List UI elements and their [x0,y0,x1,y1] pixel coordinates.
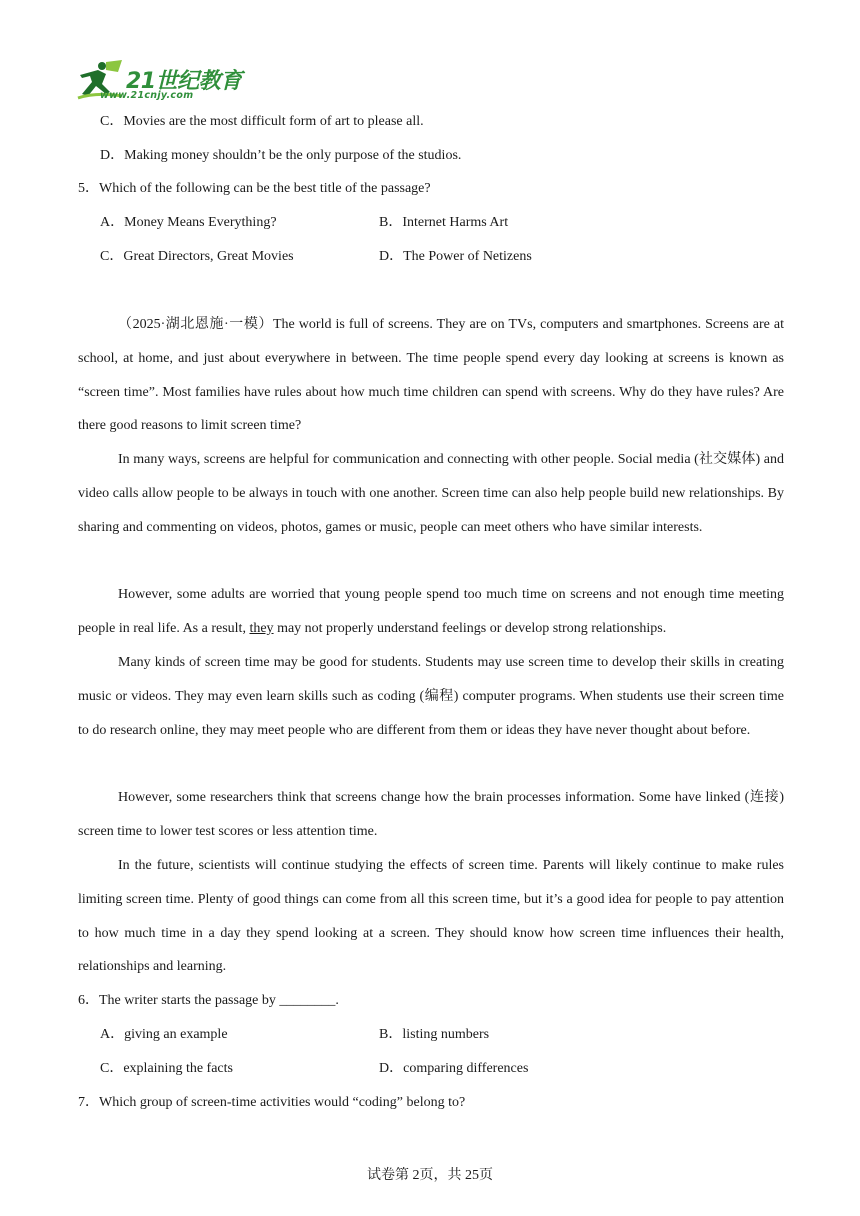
paragraph-text: However, some adults are worried that young people spend too much time on screens and not enough time meeting people in real life. As a result, [78,587,784,636]
option-text: explaining the facts [123,1061,233,1076]
option-text: Internet Harms Art [402,215,509,230]
option-text: Great Directors, Great Movies [123,249,294,264]
paragraph-text: The world is full of screens. They are on TVs, computers and smartphones. Screens are at school, at home, and just about everywhere in between. The time people spend every day looking at screens is known as “screen time”. Most families have rules about how much time children can spend with screens. Why do they have rules? Are there good reasons to limit screen time? [78,317,784,434]
option-text: Making money shouldn’t be the only purpose of the studios. [124,148,462,163]
logo-url: www.21cnjy.com [100,90,194,101]
option-letter: A． [100,1027,125,1042]
option-letter: B． [379,1027,403,1042]
passage-paragraph-6: In the future, scientists will continue studying the effects of screen time. Parents will likely continue to make rules limiting screen time. Plenty of good things can come from all this screen time, but it’s a good idea for people to pay attention to how much time in a day they spend looking at a screen. They should know how screen time influences their health, relationships and learning. [78,858,784,975]
site-logo [76,58,246,106]
q6-option-d [379,1059,528,1079]
passage-source: （2025·湖北恩施·一模） [118,317,273,332]
option-letter: B． [379,215,403,230]
q5-option-b [379,213,508,233]
q5-stem: 5．Which of the following can be the best title of the passage? [78,181,431,196]
option-text: Movies are the most difficult form of art to please all. [123,114,424,129]
q5-option-c [100,247,294,267]
option-letter: D． [379,1061,404,1076]
option-text: Money Means Everything? [124,215,277,230]
q7-stem: 7．Which group of screen-time activities would “coding” belong to? [78,1095,466,1110]
option-letter: D． [100,148,125,163]
option-letter: C． [100,114,124,129]
q6-stem: 6．The writer starts the passage by ________. [78,993,339,1008]
logo-title: 21世纪教育 [126,69,242,94]
underlined-word: they [249,620,274,636]
option-letter: A． [100,215,125,230]
page-footer: 试卷第 2页，共 25页 [367,1168,493,1183]
option-text: The Power of Netizens [403,249,532,264]
q6-option-a [100,1025,228,1045]
q6-option-c [100,1059,233,1079]
option-letter: C． [100,1061,124,1076]
passage-paragraph-5: However, some researchers think that screens change how the brain processes information. Some have linked (连接) screen time to lower test scores or less attention time. [78,790,784,839]
option-text: comparing differences [403,1061,529,1076]
option-letter: D． [379,249,404,264]
q5-option-a [100,213,277,233]
q4-option-d [100,146,461,166]
q6-option-b [379,1025,489,1045]
passage-paragraph-1 [78,308,784,443]
option-letter: C． [100,249,124,264]
passage-paragraph-3 [78,578,784,646]
option-text: listing numbers [402,1027,490,1042]
option-text: giving an example [124,1027,228,1042]
passage-paragraph-2: In many ways, screens are helpful for communication and connecting with other people. Social media (社交媒体) and video calls allow people to be always in touch with one another. Screen time can also help people build new relationships. By sharing and commenting on videos, photos, games or music, people can meet others who have similar interests. [78,452,784,535]
passage-paragraph-4: Many kinds of screen time may be good for students. Students may use screen time to develop their skills in creating music or videos. They may even learn skills such as coding (编程) computer programs. When students use their screen time to do research online, they may meet people who are different from them or ideas they have never thought about before. [78,655,784,738]
paragraph-text: may not properly understand feelings or develop strong relationships. [273,620,667,636]
q4-option-c [100,112,424,132]
q5-option-d [379,247,532,267]
